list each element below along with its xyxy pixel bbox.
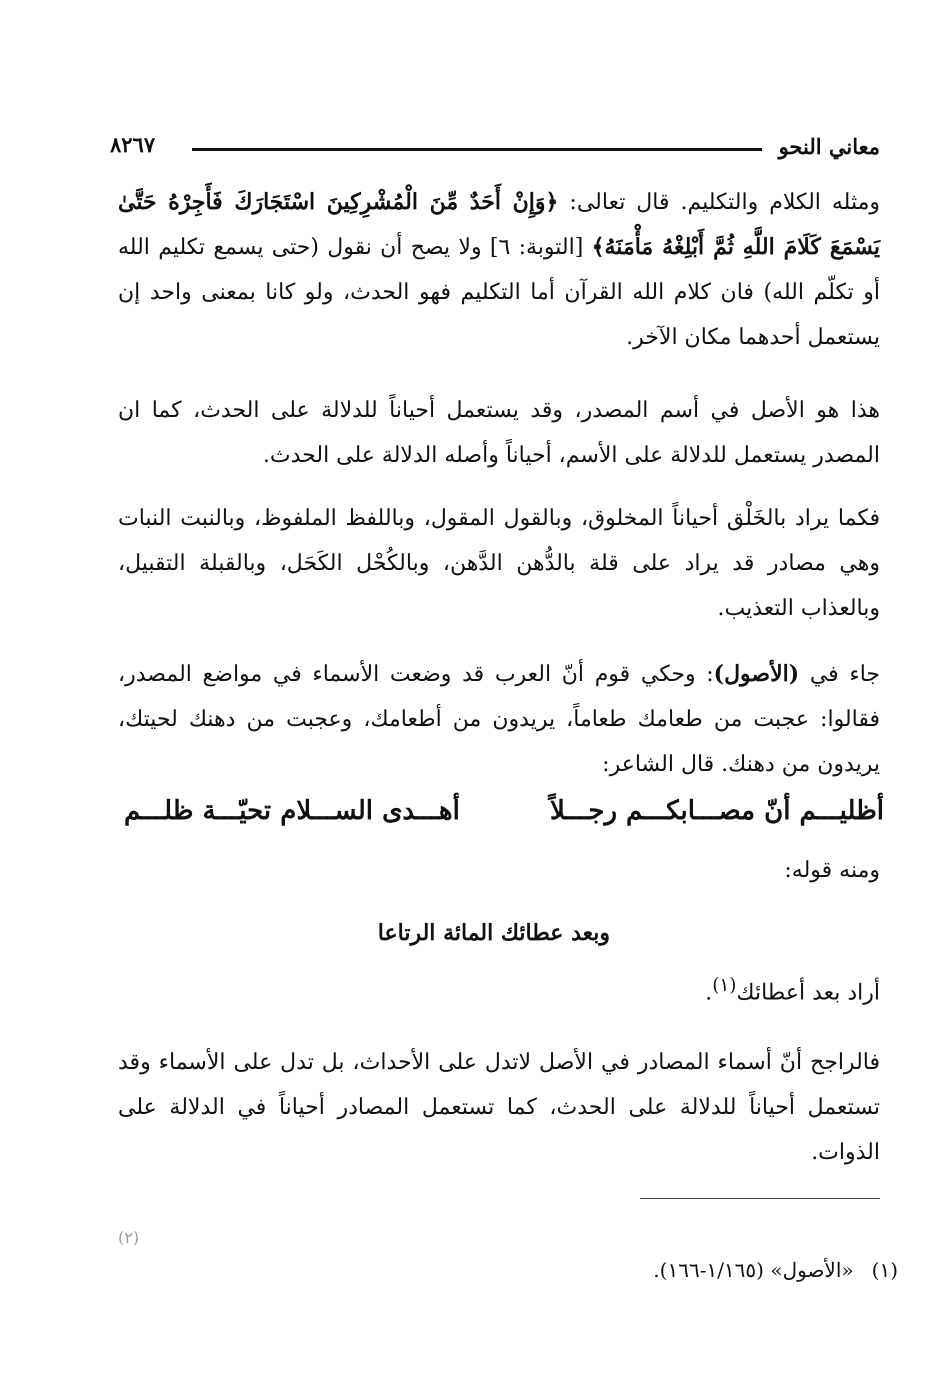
paragraph-2: هذا هو الأصل في أسم المصدر، وقد يستعمل أحياناً للدلالة على الحدث، كما ان المصدر يستعمل للدلالة على الأسم، أحياناً وأصله الدلالة على الحدث. — [118, 398, 880, 468]
running-head — [110, 128, 880, 162]
page-number: ٨٢٦٧ — [110, 132, 156, 157]
footnote-rule — [640, 1198, 880, 1199]
book-title: معاني النحو — [778, 134, 880, 159]
arad-line: أراد بعد أعطائك$^{(١)}$. — [705, 975, 880, 1006]
quran-verse: ﴿وَإِنْ أَحَدٌ مِّنَ الْمُشْرِكِينَ اسْتَجَارَكَ فَأَجِرْهُ حَتَّىٰ يَسْمَعَ كَلَامَ اللَّهِ ثُمَّ أَبْلِغْهُ مَأْمَنَهُ﴾ — [118, 189, 881, 260]
footnote-1 — [653, 1258, 898, 1282]
poetry-verse-2: وبعد عطائك المائة الرتاعا — [377, 920, 610, 946]
arad-text: أراد بعد أعطائك — [736, 980, 880, 1006]
p1-end: ولا يصح أن نقول (حتى يسمع تكليم الله أو تكلّم الله) فان كلام الله القرآن أما التكليم فهو الحدث، ولو كانا بمعنى واحد إن يستعمل أحدهما مكان الآخر. — [118, 235, 881, 350]
p4-end: : وحكي قوم أنّ العرب قد وضعت الأسماء في مواضع المصدر، فقالوا: عجبت من طعامك طعاماً، يريدون من أطعامك، وعجبت من دهنك لحيتك، يريدون من دهنك. قال الشاعر: — [118, 662, 880, 777]
p1-start: ومثله الكلام والتكليم. قال تعالى: — [558, 190, 881, 215]
book-reference: (الأصول) — [713, 661, 800, 687]
paragraph-4 — [118, 652, 880, 787]
footnote-marker: (١) — [712, 975, 737, 996]
paragraph-3: فكما يراد بالخَلْق أحياناً المخلوق، وبالقول المقول، وباللفظ الملفوظ، وبالنبت النبات وهي مصادر قد يراد على قلة بالدُّهن الدَّهن، وبالكُحْل الكَحَل، وبالقبلة التقبيل، وبالعذاب التعذيب. — [118, 506, 880, 621]
paragraph-5: فالراجح أنّ أسماء المصادر في الأصل لاتدل على الأحداث، بل تدل على الأسماء وقد تستعمل أحياناً للدلالة على الحدث، كما تستعمل المصادر أحياناً في الدلالة على الذوات. — [118, 1050, 880, 1165]
bleed-through-footnote-number: (٢) — [118, 1228, 140, 1247]
verse-intro: ومنه قوله: — [784, 858, 880, 883]
footnote-number: (١) — [871, 1258, 898, 1282]
verse-first-hemistich: أظليـــم أنّ مصـــابكـــم رجـــلاً — [550, 796, 884, 826]
quran-reference: [التوبة: ٦] — [481, 235, 592, 260]
paragraph-1 — [118, 180, 880, 360]
poetry-verse — [124, 796, 884, 844]
footnote-text: «الأصول» (١/١٦٥-١٦٦). — [653, 1258, 854, 1282]
header-rule — [192, 148, 762, 151]
p4-start: جاء في — [799, 662, 881, 687]
verse-second-hemistich: أهـــدى الســـلام تحيّـــة ظلـــم — [124, 796, 460, 826]
